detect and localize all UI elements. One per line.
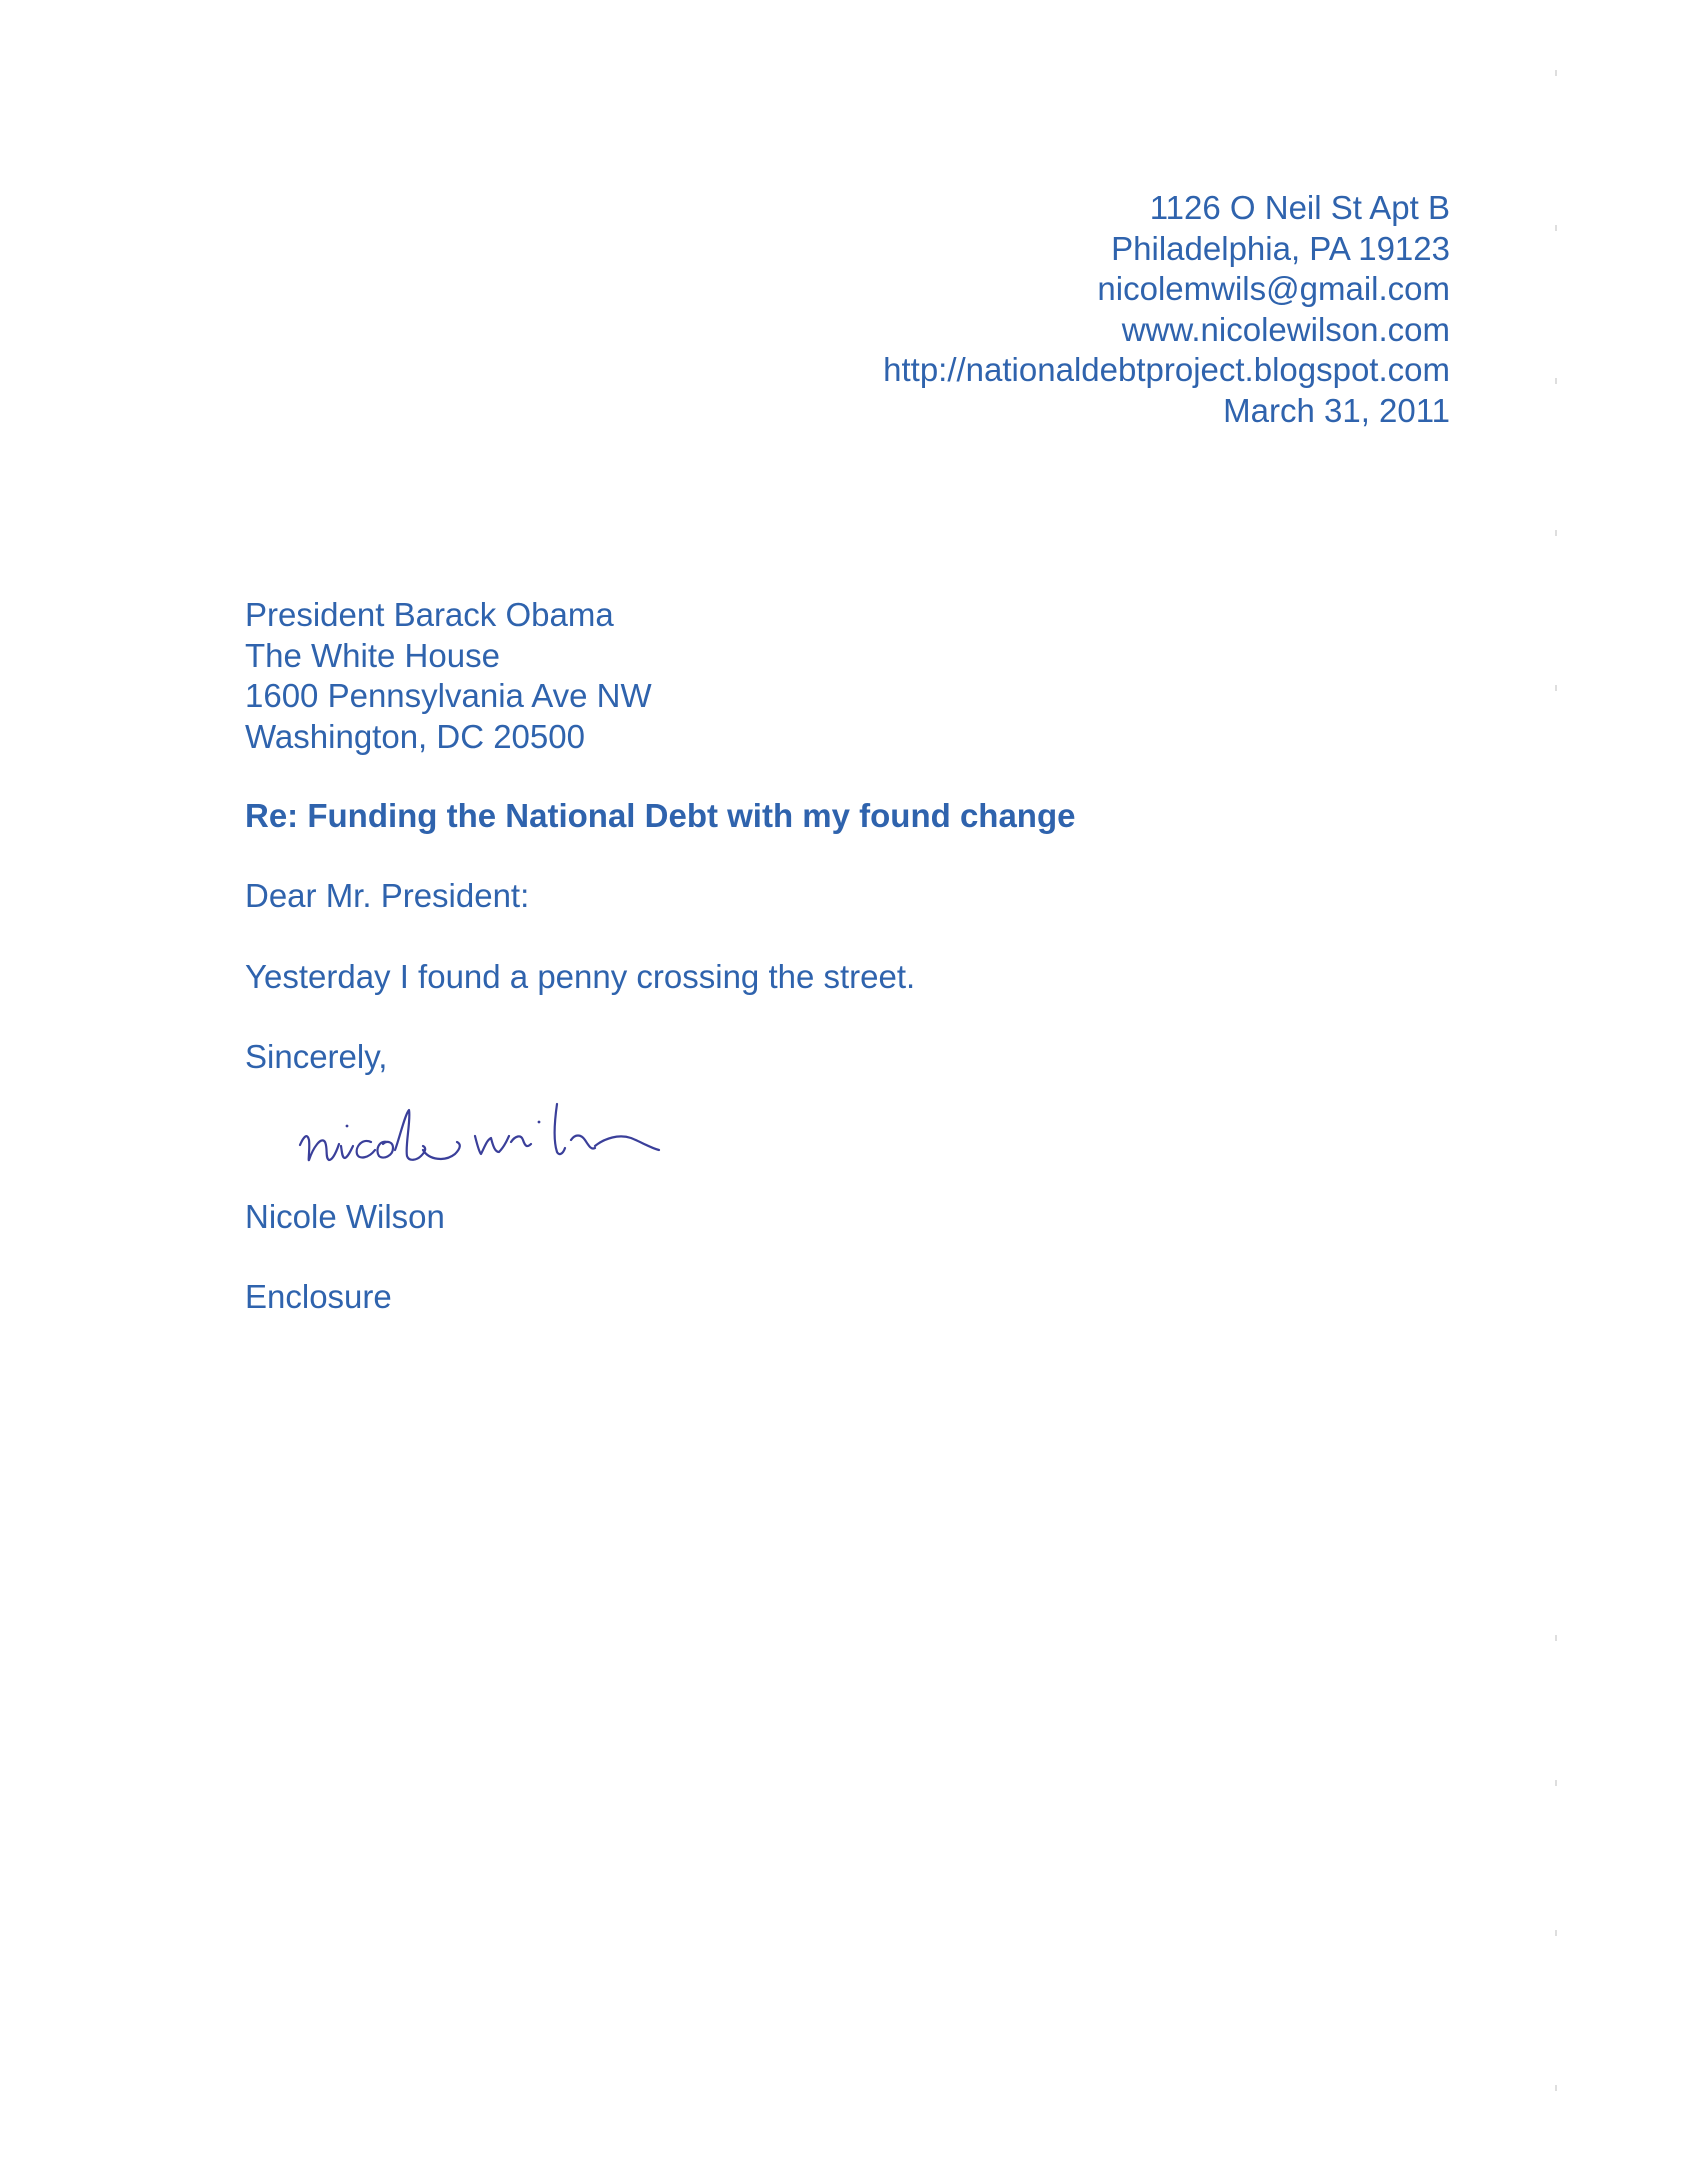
scan-artifact [1555,1635,1557,1641]
letter-date: March 31, 2011 [1223,391,1450,429]
recipient-address-block [245,595,652,757]
recipient-name: President Barack Obama [245,596,614,633]
scan-artifact [1555,378,1557,384]
recipient-street: 1600 Pennsylvania Ave NW [245,677,652,714]
sender-email: nicolemwils@gmail.com [1097,270,1450,307]
body-paragraph: Yesterday I found a penny crossing the street. [245,958,916,995]
scan-artifact [1555,1780,1557,1786]
sender-blog: http://nationaldebtproject.blogspot.com [883,351,1450,388]
scan-artifact [1555,685,1557,691]
scan-artifact [1555,225,1557,231]
sender-city: Philadelphia, PA 19123 [1111,229,1450,267]
sender-address-block [883,188,1450,431]
recipient-city: Washington, DC 20500 [245,717,585,755]
scan-artifact [1555,530,1557,536]
sender-street: 1126 O Neil St Apt B [1149,189,1450,226]
enclosure-notation: Enclosure [245,1278,392,1315]
scan-artifact [1555,2085,1557,2091]
handwritten-signature [295,1090,815,1190]
scan-artifact [1555,1930,1557,1936]
scan-artifact [1555,70,1557,76]
closing: Sincerely, [245,1038,388,1075]
sender-website: www.nicolewilson.com [1121,310,1450,348]
salutation: Dear Mr. President: [245,877,530,914]
signer-name: Nicole Wilson [245,1198,445,1235]
subject-line: Re: Funding the National Debt with my found change [245,797,1076,834]
recipient-organization: The White House [245,636,500,674]
